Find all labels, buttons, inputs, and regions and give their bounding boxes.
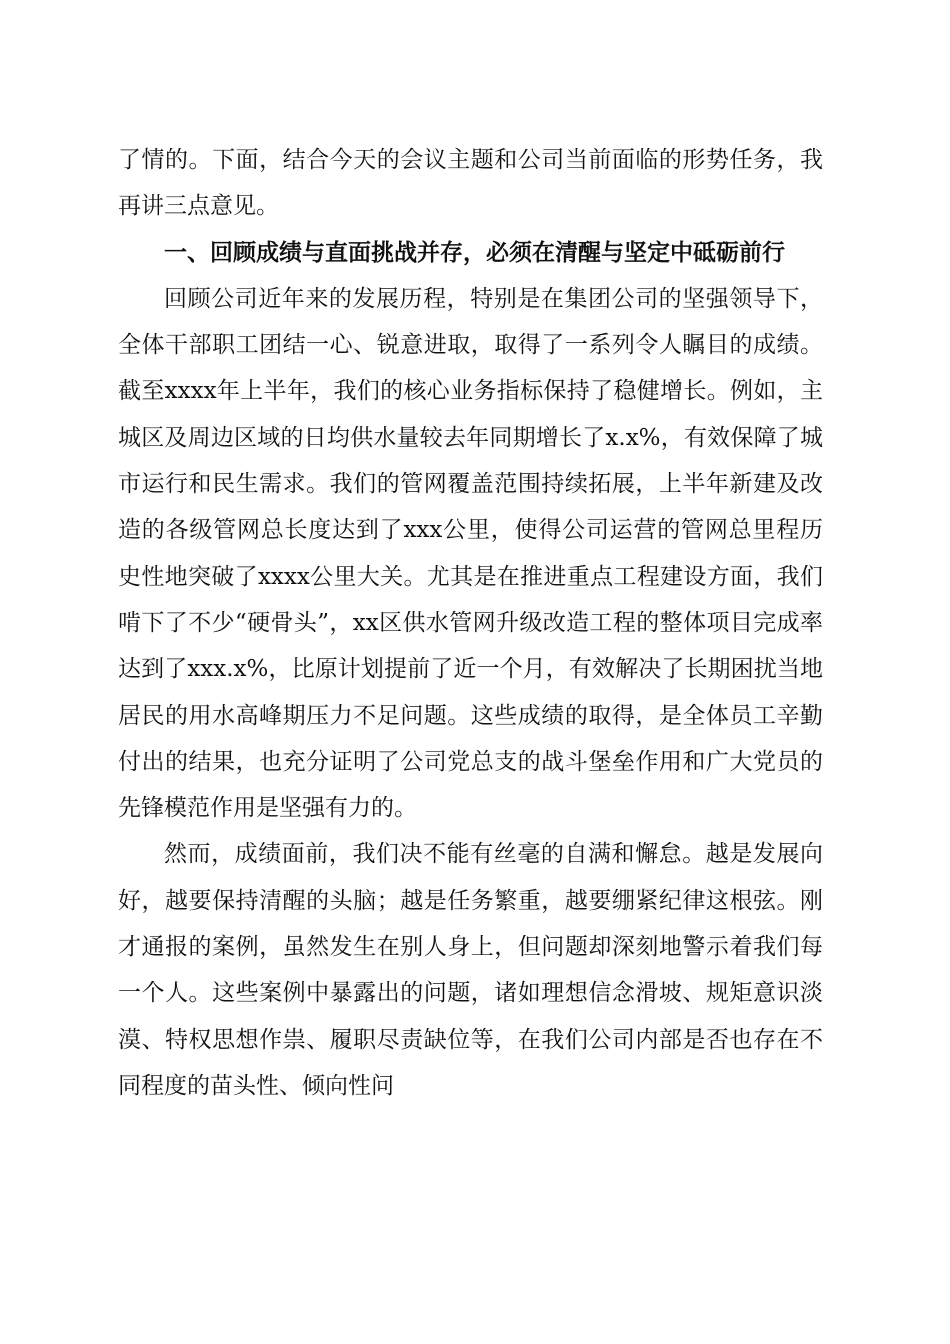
section-heading: 一、回顾成绩与直面挑战并存，必须在清醒与坚定中砥砺前行 [164, 239, 785, 266]
paragraph-continuation: 了情的。下面，结合今天的会议主题和公司当前面临的形势任务，我再讲三点意见。 [118, 147, 823, 220]
document-body [118, 137, 823, 1109]
paragraph-achievements: 回顾公司近年来的发展历程，特别是在集团公司的坚强领导下，全体干部职工团结一心、锐意进取，取得了一系列令人瞩目的成绩。截至xxxx年上半年，我们的核心业务指标保持了稳健增长。例如，主城区及周边区域的日均供水量较去年同期增长了x.x%，有效保障了城市运行和民生需求。我们的管网覆盖范围持续拓展，上半年新建及改造的各级管网总长度达到了xxx公里，使得公司运营的管网总里程历史性地突破了xxxx公里大关。尤其是在推进重点工程建设方面，我们啃下了不少“硬骨头”，xx区供水管网升级改造工程的整体项目完成率达到了xxx.x%，比原计划提前了近一个月，有效解决了长期困扰当地居民的用水高峰期压力不足问题。这些成绩的取得，是全体员工辛勤付出的结果，也充分证明了公司党总支的战斗堡垒作用和广大党员的先锋模范作用是坚强有力的。 [118, 285, 823, 822]
paragraph-warning: 然而，成绩面前，我们决不能有丝毫的自满和懈怠。越是发展向好，越要保持清醒的头脑；越是任务繁重，越要绷紧纪律这根弦。刚才通报的案例，虽然发生在别人身上，但问题却深刻地警示着我们每一个人。这些案例中暴露出的问题，诸如理想信念滑坡、规矩意识淡漠、特权思想作祟、履职尽责缺位等，在我们公司内部是否也存在不同程度的苗头性、倾向性问 [118, 841, 823, 1099]
